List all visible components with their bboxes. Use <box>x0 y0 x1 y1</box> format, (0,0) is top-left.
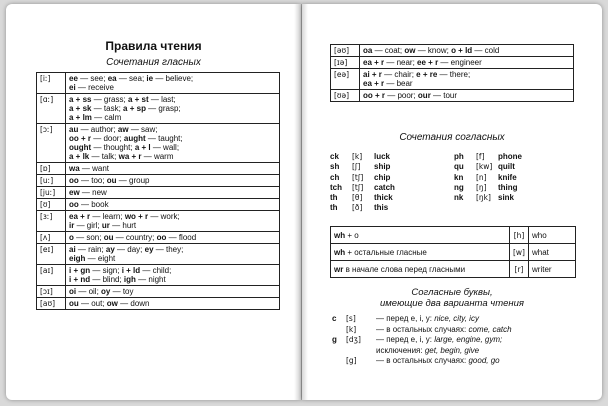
ipa-symbol: [ɪə] <box>331 57 360 69</box>
diphthong-table <box>330 44 574 102</box>
ipa-symbol: [k] <box>352 152 363 161</box>
letter-combo: th <box>330 193 338 203</box>
ipa-symbol: [g] <box>346 356 357 365</box>
rule-row <box>37 175 280 187</box>
rule-line: oi — oil; oy — toy <box>69 287 134 296</box>
wh-rule: wr в начале слова перед гласными <box>331 261 510 278</box>
rule-line: ei — receive <box>69 83 114 92</box>
ipa-symbol <box>476 203 498 213</box>
rule-line: au — author; aw — saw; <box>69 125 158 134</box>
rule-examples <box>66 163 280 175</box>
rule-line: oo — book <box>69 200 109 209</box>
rule-examples <box>360 90 574 102</box>
variant-row <box>332 346 512 357</box>
rule-examples <box>66 175 280 187</box>
variant-examples: get, begin, give <box>424 345 480 355</box>
rule-line: ai — rain; ay — day; ey — they; <box>69 245 184 254</box>
variant-examples: large, engine, gym; <box>434 335 503 344</box>
example-word: chip <box>374 172 391 182</box>
rule-line: o — son; ou — country; oo — flood <box>69 233 197 242</box>
book-gutter <box>294 4 308 400</box>
consonant-letter <box>332 356 346 367</box>
example-word: phone <box>498 152 522 161</box>
ipa-symbol: [f] <box>476 152 485 161</box>
ipa-symbol: [iː] <box>37 73 66 94</box>
letter-combo: ch <box>330 172 340 182</box>
rule-row <box>37 187 280 199</box>
consonant-row <box>330 152 578 162</box>
rule-row <box>37 265 280 286</box>
letter-combo <box>454 203 476 213</box>
ipa-symbol: [h] <box>510 227 529 244</box>
rule-line: ir — girl; ur — hurt <box>69 221 137 230</box>
rule-line: ea + r — bear <box>363 79 413 88</box>
wh-rule: wh + o <box>331 227 510 244</box>
rule-line: ee — see; ea — sea; ie — believe; <box>69 74 194 83</box>
right-page <box>302 4 602 400</box>
example-word: this <box>374 203 389 213</box>
ipa-symbol: [ɔː] <box>37 124 66 163</box>
rule-examples <box>66 244 280 265</box>
page-title: Правила чтения <box>105 39 202 53</box>
rule-examples <box>66 232 280 244</box>
rule-line: a + ss — grass; a + st — last; <box>69 95 176 104</box>
consonant-row <box>330 183 578 193</box>
wh-row <box>331 261 576 278</box>
variant-rule: исключения: get, begin, give <box>376 345 480 355</box>
rule-line: ea + r — learn; wo + r — work; <box>69 212 180 221</box>
rule-examples <box>66 286 280 298</box>
wh-row <box>331 227 576 244</box>
ipa-symbol: [θ] <box>352 193 363 203</box>
variant-examples: nice, city, icy <box>434 314 479 323</box>
letter-combo: qu <box>454 162 464 172</box>
rule-line: eigh — eight <box>69 254 116 263</box>
ipa-symbol: [aʊ] <box>37 298 66 310</box>
ipa-symbol: [k] <box>346 324 357 334</box>
letter-combo: nk <box>454 193 464 203</box>
rule-line: oo + r — poor; our — tour <box>363 91 458 100</box>
ipa-symbol: [ŋ] <box>476 182 487 192</box>
rule-row <box>331 57 574 69</box>
rule-row <box>37 163 280 175</box>
rule-row <box>37 73 280 94</box>
rule-examples <box>66 211 280 232</box>
ipa-symbol: [ɑː] <box>37 94 66 124</box>
example-word: writer <box>529 261 576 278</box>
rule-line: oa — coat; ow — know; o + ld — cold <box>363 46 500 55</box>
ipa-symbol <box>346 346 376 357</box>
variant-rule: — в остальных случаях: good, go <box>376 356 500 365</box>
rule-row <box>331 90 574 102</box>
example-word: luck <box>374 152 391 161</box>
vowel-combinations-table <box>36 72 280 310</box>
rule-row <box>37 286 280 298</box>
ipa-symbol: [ɒ] <box>37 163 66 175</box>
rule-examples <box>360 69 574 90</box>
variant-rule: — в остальных случаях: come, catch <box>376 324 512 334</box>
ipa-symbol: [ɔɪ] <box>37 286 66 298</box>
ipa-symbol: [ʊə] <box>331 90 360 102</box>
variant-rule: — перед e, i, y: large, engine, gym; <box>376 335 503 344</box>
rule-row <box>37 124 280 163</box>
rule-examples <box>66 199 280 211</box>
rule-examples <box>66 94 280 124</box>
rule-row <box>37 298 280 310</box>
ipa-symbol: [eɪ] <box>37 244 66 265</box>
rule-examples <box>66 298 280 310</box>
rule-line: oo — too; ou — group <box>69 176 150 185</box>
example-word: what <box>529 244 576 261</box>
ipa-symbol: [juː] <box>37 187 66 199</box>
example-word: who <box>529 227 576 244</box>
variant-row <box>332 356 512 367</box>
ipa-symbol: [ð] <box>352 203 363 213</box>
example-word: knife <box>498 172 517 182</box>
rule-examples <box>66 124 280 163</box>
rule-examples <box>360 57 574 69</box>
letter-combo: sh <box>330 162 340 172</box>
rule-line: i + gn — sign; i + ld — child; <box>69 266 172 275</box>
ipa-symbol: [ŋk] <box>476 193 491 203</box>
rule-line: a + sk — task; a + sp — grasp; <box>69 104 181 113</box>
example-word: sink <box>498 193 515 203</box>
example-word <box>498 203 578 213</box>
rule-row <box>37 199 280 211</box>
rule-examples <box>360 45 574 57</box>
ipa-symbol: [eə] <box>331 69 360 90</box>
rule-examples <box>66 187 280 199</box>
example-word: quilt <box>498 162 515 172</box>
consonant-combinations-subtitle: Сочетания согласных <box>399 132 505 143</box>
variants-title-line1: Согласные буквы, <box>411 287 493 298</box>
rule-examples <box>66 73 280 94</box>
ipa-symbol: [ʃ] <box>352 162 361 172</box>
wh-wr-table <box>330 226 576 278</box>
variant-row <box>332 314 512 325</box>
example-word: catch <box>374 182 395 192</box>
ipa-symbol: [w] <box>510 244 529 261</box>
ipa-symbol: [tʃ] <box>352 172 364 182</box>
ipa-symbol: [kw] <box>476 162 493 172</box>
rule-line: i + nd — blind; igh — night <box>69 275 166 284</box>
rule-line: ea + r — near; ee + r — engineer <box>363 58 482 67</box>
letter-combo: kn <box>454 172 464 182</box>
ipa-symbol: [dʒ] <box>346 335 361 344</box>
rule-row <box>37 94 280 124</box>
ipa-symbol: [s] <box>346 314 356 323</box>
ipa-symbol: [r] <box>510 261 529 278</box>
consonant-letter: g <box>332 335 337 344</box>
variant-examples: come, catch <box>468 324 512 334</box>
consonant-letter <box>332 346 346 357</box>
consonant-row <box>330 173 578 183</box>
vowel-combinations-subtitle: Сочетания гласных <box>106 57 201 68</box>
rule-row <box>37 244 280 265</box>
rule-line: a + lm — calm <box>69 113 122 122</box>
variants-title-line2: имеющие два варианта чтения <box>380 298 524 309</box>
rule-row <box>331 69 574 90</box>
ipa-symbol: [ɜː] <box>37 211 66 232</box>
consonant-row <box>330 203 578 213</box>
wh-row <box>331 244 576 261</box>
letter-combo: ph <box>454 152 464 161</box>
ipa-symbol: [aɪ] <box>37 265 66 286</box>
example-word: ship <box>374 162 391 172</box>
letter-combo: th <box>330 203 338 213</box>
consonant-combinations-list <box>330 152 578 214</box>
consonant-letter: c <box>332 314 337 323</box>
example-word: thick <box>374 193 393 203</box>
rule-line: a + lk — talk; wa + r — warm <box>69 152 174 161</box>
rule-line: oo + r — door; aught — taught; <box>69 134 183 143</box>
ipa-symbol: [ʌ] <box>37 232 66 244</box>
rule-row <box>331 45 574 57</box>
rule-line: ought — thought; a + l — wall; <box>69 143 180 152</box>
letter-combo: ng <box>454 182 464 192</box>
left-page <box>6 4 301 400</box>
rule-row <box>37 232 280 244</box>
rule-line: ou — out; ow — down <box>69 299 150 308</box>
wh-rule: wh + остальные гласные <box>331 244 510 261</box>
rule-row <box>37 211 280 232</box>
variant-row <box>332 335 512 346</box>
ipa-symbol: [ʊ] <box>37 199 66 211</box>
rule-line: ai + r — chair; e + re — there; <box>363 70 471 79</box>
rule-examples <box>66 265 280 286</box>
variant-row <box>332 325 512 336</box>
rule-line: wa — want <box>69 164 110 173</box>
ipa-symbol: [əʊ] <box>331 45 360 57</box>
consonant-variants-list <box>332 314 512 367</box>
consonant-row <box>330 162 578 172</box>
letter-combo: tch <box>330 182 342 192</box>
letter-combo: ck <box>330 152 339 161</box>
ipa-symbol: [uː] <box>37 175 66 187</box>
consonant-row <box>330 193 578 203</box>
ipa-symbol: [tʃ] <box>352 182 364 192</box>
rule-line: ew — new <box>69 188 107 197</box>
consonant-letter <box>332 325 346 336</box>
example-word: thing <box>498 182 518 192</box>
variant-rule: — перед e, i, y: nice, city, icy <box>376 314 479 323</box>
ipa-symbol: [n] <box>476 172 487 182</box>
variant-examples: good, go <box>468 356 500 365</box>
